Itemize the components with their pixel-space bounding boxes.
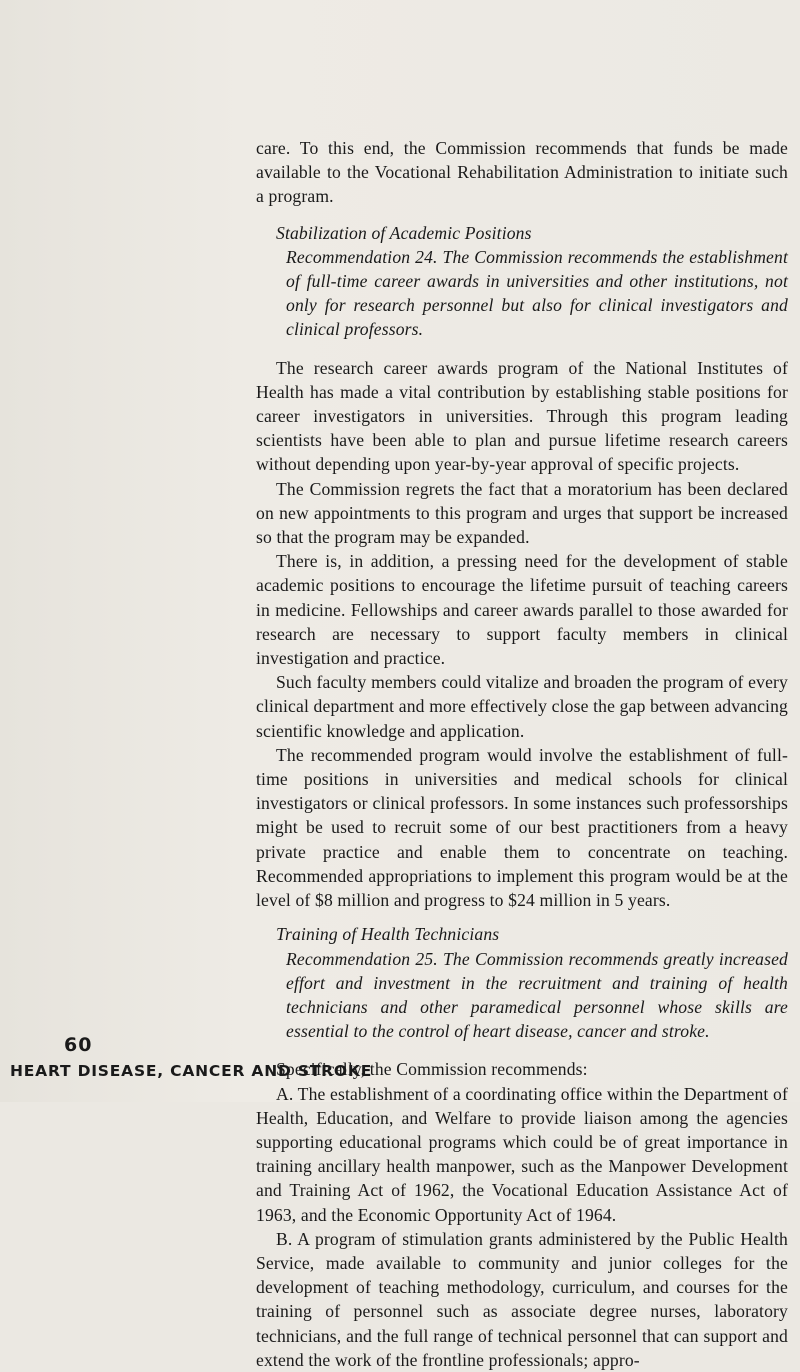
paragraph-intro: care. To this end, the Commission recommends that funds be made available to the Vocational Rehabilitation Administration to initiate such a program. [256, 138, 788, 207]
section-heading-health-technicians: Training of Health Technicians [276, 924, 500, 945]
running-title: HEART DISEASE, CANCER AND STROKE [10, 1062, 373, 1080]
paragraph: The research career awards program of the National Institutes of Health has made a vital contribution by establishing stable positions for career investigators in universities. Through this program leading scientists have been able to plan and pursue lifetime research careers without depending upon year-by-year approval of specific projects. [256, 357, 788, 475]
recommendation-24: Recommendation 24. The Commission recommends the establishment of full-time career awards in universities and other institutions, not only for research personnel but also for clinical investigators and clinical professors. [286, 246, 788, 340]
paragraph: Specifically, the Commission recommends: [276, 1059, 588, 1080]
spacer [256, 912, 788, 922]
paragraph: B. A program of stimulation grants administered by the Public Health Service, made available to community and junior colleges for the development of teaching methodology, curriculum, and courses for the training of personnel such as associate degree nurses, laboratory technicians, and the full range of technical personnel that can support and extend the work of the frontline professionals; appro- [256, 1228, 788, 1370]
paragraph: The Commission regrets the fact that a moratorium has been declared on new appointments to this program and urges that support be increased so that the program may be expanded. [256, 478, 788, 548]
section-heading-academic-positions: Stabilization of Academic Positions [276, 222, 532, 243]
page-number: 60 [64, 1034, 93, 1056]
paragraph: There is, in addition, a pressing need for the development of stable academic positions to encourage the lifetime pursuit of teaching careers in medicine. Fellowships and career awards parallel to those awarded for research are necessary to support faculty members in clinical investigation and practice. [256, 551, 788, 669]
paragraph: The recommended program would involve the establishment of full-time positions in universities and medical schools for clinical investigators or clinical professors. In some instances such professorships might be used to recruit some of our best practitioners from a heavy private practice and enable them to concentrate on teaching. Recommended appropriations to implement this program would be at the level of $8 million and progress to $24 million in 5 years. [256, 744, 788, 911]
paragraph: A. The establishment of a coordinating office within the Department of Health, Education, and Welfare to provide liaison among the agencies supporting educational programs which could be of great importance in training ancillary health manpower, such as the Manpower Development and Training Act of 1962, the Vocational Education Assistance Act of 1963, and the Economic Opportunity Act of 1964. [256, 1083, 788, 1225]
paragraph: Such faculty members could vitalize and broaden the program of every clinical department and more effectively close the gap between advancing scientific knowledge and application. [256, 672, 788, 741]
body-text [256, 136, 788, 1372]
recommendation-25: Recommendation 25. The Commission recommends greatly increased effort and investment in the recruitment and training of health technicians and other paramedical personnel whose skills are essential to the control of heart disease, cancer and stroke. [286, 948, 788, 1042]
